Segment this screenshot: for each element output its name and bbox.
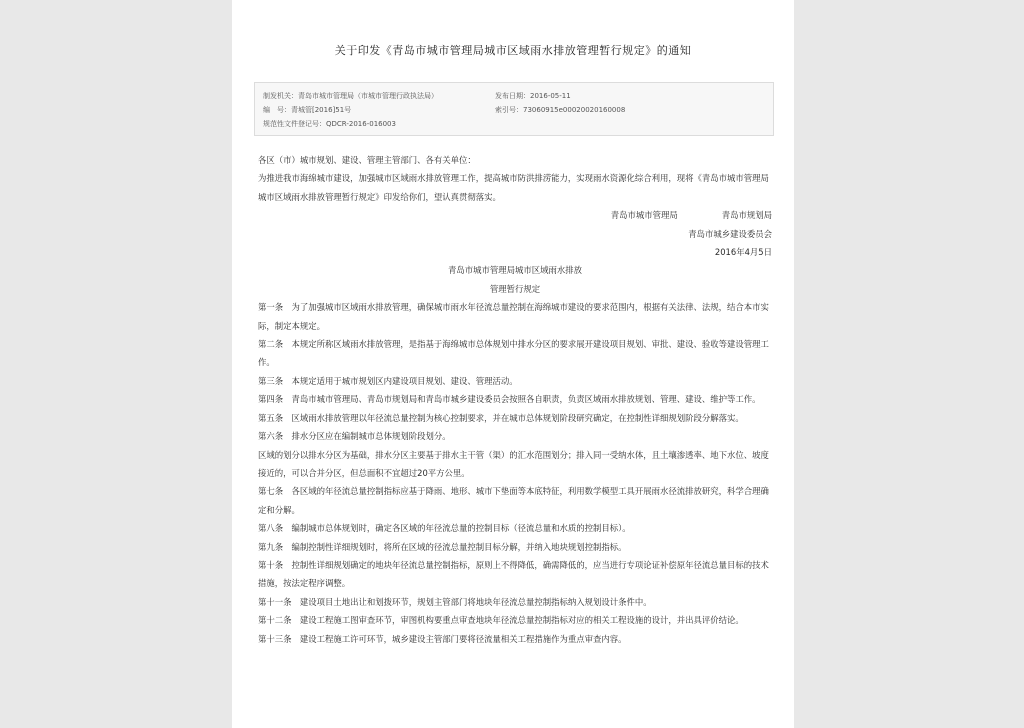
meta-row-reg: 规范性文件登记号：QDCR-2016-016003: [263, 120, 396, 128]
article-6: 第六条 排水分区应在编制城市总体规划阶段划分。: [258, 431, 451, 442]
document-page: [232, 0, 794, 728]
article-11: 第十一条 建设项目土地出让和划拨环节，规划主管部门将地块年径流总量控制指标纳入规划设计条件中。: [258, 596, 652, 607]
issuer-value: 青岛市城市管理局（市城市管理行政执法局）: [298, 92, 438, 100]
signers-row: [258, 206, 772, 224]
meta-row-docno: 编 号：青城管[2016]51号 索引号：73060915e00020020160008: [263, 106, 626, 114]
metadata-box: [254, 82, 774, 136]
rule-title-line-2: 管理暂行规定: [489, 283, 541, 294]
signer: 青岛市规划局: [721, 210, 772, 221]
intro-paragraph: 为推进我市海绵城市建设，加强城市区域雨水排放管理工作，提高城市防洪排涝能力，实现雨水资源化综合利用，现将《青岛市城市管理局城市区域雨水排放管理暂行规定》印发给你们，望认真贯彻落实。: [258, 173, 769, 202]
article-1: 第一条 为了加强城市区域雨水排放管理，确保城市雨水年径流总量控制在海绵城市建设的要求范围内，根据有关法律、法规，结合本市实际，制定本规定。: [258, 302, 769, 331]
article-10: 第十条 控制性详细规划确定的地块年径流总量控制指标，原则上不得降低，确需降低的，应当进行专项论证补偿原年径流总量目标的技术措施，按法定程序调整。: [258, 559, 769, 589]
index-value: 73060915e00020020160008: [523, 106, 626, 114]
signer: 青岛市城市管理局: [610, 210, 678, 221]
article-7: 第七条 各区域的年径流总量控制指标应基于降雨、地形、城市下垫面等本底特征，利用数学模型工具开展雨水径流排放研究，科学合理确定和分解。: [258, 486, 769, 515]
article-12: 第十二条 建设工程施工图审查环节，审图机构要重点审查地块年径流总量控制指标对应的相关工程设施的设计，并出具评价结论。: [258, 615, 744, 626]
sign-date: 2016年4月5日: [714, 247, 772, 258]
reg-value: QDCR-2016-016003: [326, 120, 396, 128]
rule-title-line-1: 青岛市城市管理局城市区域雨水排放: [448, 265, 582, 276]
article-6-detail: 区域的划分以排水分区为基础，排水分区主要基于排水主干管（渠）的汇水范围划分；排入同一受纳水体，且土壤渗透率、地下水位、坡度接近的，可以合并分区，但总面积不宜超过20平方公里。: [258, 449, 769, 478]
article-3: 第三条 本规定适用于城市规划区内建设项目规划、建设、管理活动。: [258, 375, 518, 386]
signer-3: 青岛市城乡建设委员会: [688, 228, 772, 239]
article-4: 第四条 青岛市城市管理局、青岛市规划局和青岛市城乡建设委员会按照各自职责，负责区域雨水排放规划、管理、建设、维护等工作。: [258, 394, 761, 405]
meta-row-issuer: 制发机关：青岛市城市管理局（市城市管理行政执法局） 发布日期：2016-05-11: [263, 92, 571, 100]
article-9: 第九条 编制控制性详细规划时，将所在区域的径流总量控制目标分解，并纳入地块规划控制指标。: [258, 541, 627, 552]
document-body: [258, 151, 772, 648]
document-title: 关于印发《青岛市城市管理局城市区域雨水排放管理暂行规定》的通知: [334, 44, 692, 57]
article-8: 第八条 编制城市总体规划时，确定各区域的年径流总量的控制目标（径流总量和水质的控制目标）。: [258, 523, 631, 534]
date-value: 2016-05-11: [530, 92, 571, 100]
article-2: 第二条 本规定所称区域雨水排放管理，是指基于海绵城市总体规划中排水分区的要求展开建设项目规划、审批、建设、验收等建设管理工作。: [258, 339, 769, 368]
greeting: 各区（市）城市规划、建设、管理主管部门、各有关单位：: [258, 155, 476, 165]
article-13: 第十三条 建设工程施工许可环节，城乡建设主管部门要将径流量相关工程措施作为重点审查内容。: [258, 633, 627, 644]
article-5: 第五条 区域雨水排放管理以年径流总量控制为核心控制要求，并在城市总体规划阶段研究确定，在控制性详细规划阶段分解落实。: [258, 412, 744, 423]
doc-no-value: 青城管[2016]51号: [291, 106, 352, 114]
